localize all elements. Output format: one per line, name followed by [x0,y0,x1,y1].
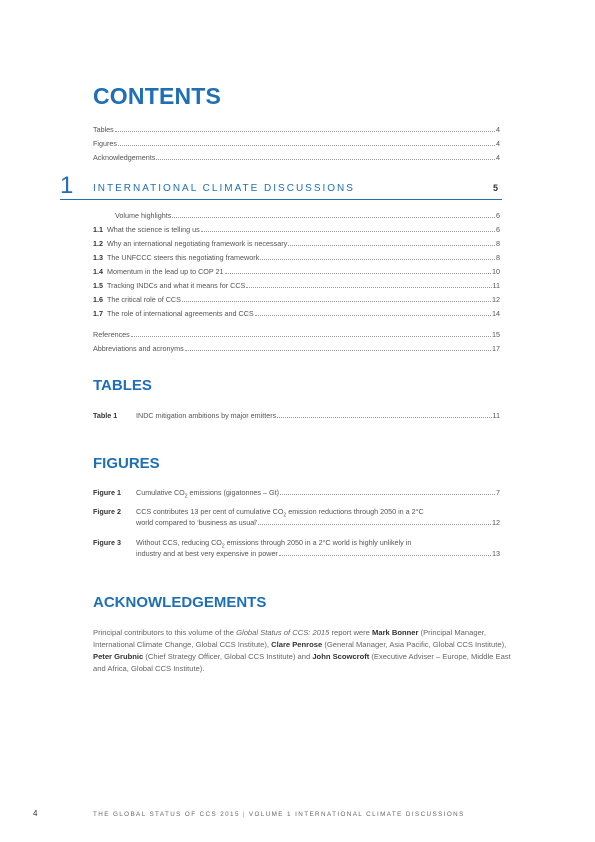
toc-entry-1-7[interactable] [93,308,500,319]
toc-entry-references[interactable] [93,329,500,340]
toc-entry-1-3[interactable] [93,252,500,263]
toc-entry-page: 17 [492,344,500,353]
toc-entry-label: Acknowledgements [93,153,156,162]
toc-entry-page: 4 [496,139,500,148]
dot-leader [131,329,491,337]
figure-page: 13 [492,549,500,558]
toc-entry-page: 15 [492,330,500,339]
toc-entry-label: Figures [93,139,117,148]
toc-entry-1-1[interactable] [93,224,500,235]
contributor-name: Mark Bonner [372,628,419,637]
contributor-name: Clare Penrose [271,640,323,649]
contributor-name: Peter Grubnic [93,652,144,661]
dot-leader [182,294,491,302]
toc-entry-label: Abbreviations and acronyms [93,344,184,353]
dot-leader [118,138,495,146]
dot-leader [288,238,495,246]
toc-entry-label: What the science is telling us [107,225,200,234]
toc-entry-page: 14 [492,309,500,318]
toc-entry-abbreviations[interactable] [93,343,500,354]
figure-tag: Figure 3 [93,538,121,547]
dot-leader [260,252,495,260]
chapter-number: 1 [60,172,74,199]
toc-entry-page: 11 [492,281,500,290]
figures-heading: FIGURES [93,455,160,472]
toc-entry-number: 1.5 [93,281,103,290]
toc-entry-label: References [93,330,130,339]
toc-entry-page: 4 [496,125,500,134]
toc-entry-page: 12 [492,295,500,304]
page-title: CONTENTS [93,83,222,109]
toc-entry-number: 1.4 [93,267,103,276]
footer-separator: | [242,811,246,818]
figure-caption: CCS contributes 13 per cent of cumulative $CO_2$ emission reductions through 2050 in a 2°C [136,507,424,519]
toc-entry-tables[interactable] [93,124,500,135]
table-caption: INDC mitigation ambitions by major emitters [136,411,277,420]
publication-title: Global Status of CCS: 2015 [236,628,330,637]
dot-leader [279,548,491,556]
running-footer [93,811,465,818]
figure-entry-1[interactable] [93,487,500,498]
figure-page: 12 [492,518,500,527]
dot-leader [185,343,491,351]
toc-entry-label: Tracking INDCs and what it means for CCS [107,281,246,290]
toc-entry-acknowledgements[interactable] [93,152,500,163]
toc-entry-figures[interactable] [93,138,500,149]
chapter-divider [60,199,502,200]
figure-caption: Without CCS, reducing $CO_2$ emissions through 2050 in a 2°C world is highly unlikely in [136,538,412,550]
chapter-page: 5 [493,183,499,193]
acknowledgements-paragraph: Principal contributors to this volume of the Global Status of CCS: 2015 report were Mark Bonner (Principal Manager, International Climate Change, Global CCS Institute), Clare Penrose (General Manager, Asia Pacific, Global CCS Institute), Peter Grubnic (Chief Strategy Officer, Global CCS Institute) and John Scowcroft (Executive Adviser – Europe, Middle East and Africa, Global CCS Institute). [93,628,511,673]
dot-leader [255,308,491,316]
figure-tag: Figure 1 [93,488,121,497]
toc-entry-page: 8 [496,253,500,262]
toc-entry-1-5[interactable] [93,280,500,291]
figure-page: 7 [496,488,500,497]
toc-entry-page: 10 [492,267,500,276]
figure-tag: Figure 2 [93,507,121,516]
toc-entry-number: 1.3 [93,253,103,262]
toc-entry-number: 1.2 [93,239,103,248]
toc-entry-label: Volume highlights [115,211,172,220]
dot-leader [225,266,491,274]
toc-entry-page: 8 [496,239,500,248]
toc-entry-page: 6 [496,211,500,220]
toc-entry-number: 1.7 [93,309,103,318]
figure-caption-cont: world compared to ‘business as usual’ [136,518,258,527]
figure-entry-3[interactable] [93,537,500,559]
toc-entry-page: 6 [496,225,500,234]
toc-entry-1-6[interactable] [93,294,500,305]
acknowledgements-heading: ACKNOWLEDGEMENTS [93,594,267,611]
toc-entry-1-4[interactable] [93,266,500,277]
dot-leader [280,487,495,495]
toc-entry-1-2[interactable] [93,238,500,249]
toc-entry-label: The critical role of CCS [107,295,181,304]
dot-leader [156,152,495,160]
figure-entry-2[interactable] [93,506,500,528]
dot-leader [201,224,495,232]
footer-left: THE GLOBAL STATUS OF CCS 2015 [93,811,240,818]
toc-entry-label: Momentum in the lead up to COP 21 [107,267,224,276]
contributor-name: John Scowcroft [312,652,370,661]
tables-heading: TABLES [93,377,152,394]
dot-leader [246,280,491,288]
toc-entry-number: 1.6 [93,295,103,304]
footer-right: VOLUME 1 INTERNATIONAL CLIMATE DISCUSSIONS [248,811,465,818]
dot-leader [277,410,491,418]
figure-caption: Cumulative $CO_2$ emissions (gigatonnes – Gt) [136,488,279,500]
dot-leader [115,124,495,132]
chapter-title[interactable]: INTERNATIONAL CLIMATE DISCUSSIONS [93,183,355,194]
table-tag: Table 1 [93,411,118,420]
toc-entry-number: 1.1 [93,225,103,234]
dot-leader [172,210,495,218]
toc-entry-label: The role of international agreements and CCS [107,309,254,318]
dot-leader [258,517,491,525]
toc-entry-label: Why an international negotiating framework is necessary [107,239,288,248]
toc-entry-volume-highlights[interactable] [93,210,500,221]
table-entry-1[interactable] [93,410,500,421]
toc-entry-label: The UNFCCC steers this negotiating framework [107,253,260,262]
figure-caption-cont: industry and at best very expensive in power [136,549,278,558]
page-number: 4 [33,809,38,818]
toc-entry-page: 4 [496,153,500,162]
toc-entry-label: Tables [93,125,114,134]
table-page: 11 [492,411,500,420]
